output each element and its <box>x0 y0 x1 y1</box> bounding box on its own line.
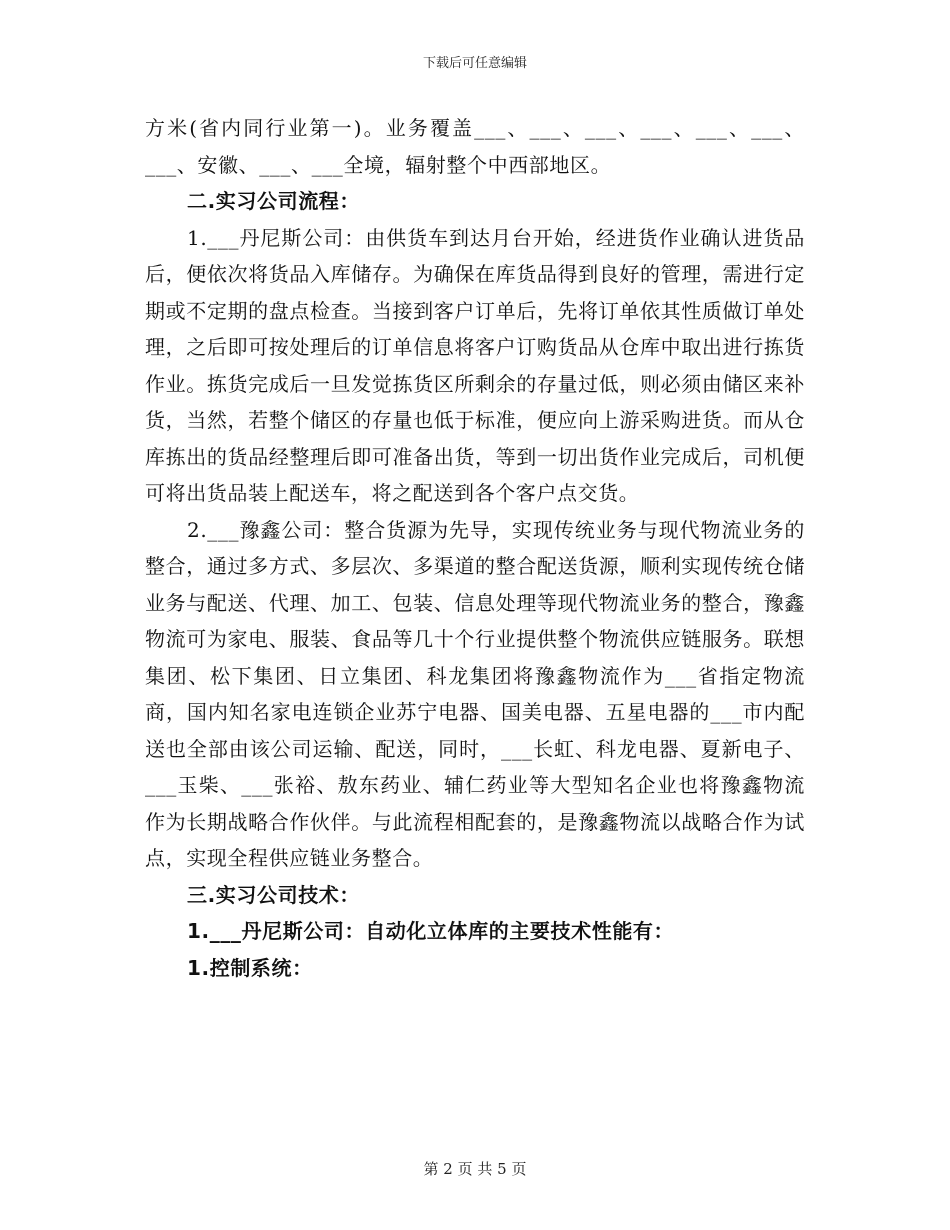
subheading-control-system: 1.控制系统： <box>187 955 313 980</box>
paragraph-yuxin-process: 2.___豫鑫公司：整合货源为先导，实现传统业务与现代物流业务的整合，通过多方式、多层次、多渠道的整合配送货源，顺利实现传统仓储业务与配送、代理、加工、包装、信息处理等现代物流业务的整合，豫鑫物流可为家电、服装、食品等几十个行业提供整个物流供应链服务。联想集团、松下集团、日立集团、科龙集团将豫鑫物流作为___省指定物流商，国内知名家电连锁企业苏宁电器、国美电器、五星电器的___市内配送也全部由该公司运输、配送，同时，___长虹、科龙电器、夏新电子、___玉柴、___张裕、敖东药业、辅仁药业等大型知名企业也将豫鑫物流作为长期战略合作伙伴。与此流程相配套的，是豫鑫物流以战略合作为试点，实现全程供应链业务整合。 <box>145 517 805 870</box>
subheading-dennis-technology: 1.___丹尼斯公司：自动化立体库的主要技术性能有： <box>187 919 675 943</box>
paragraph-dennis-process: 1.___丹尼斯公司：由供货车到达月台开始，经进货作业确认进货品后，便依次将货品入库储存。为确保在库货品得到良好的管理，需进行定期或不定期的盘点检查。当接到客户订单后，先将订单依其性质做订单处理，之后即可按处理后的订单信息将客户订购货品从仓库中取出进行拣货作业。拣货完成后一旦发觉拣货区所剩余的存量过低，则必须由储区来补货，当然，若整个储区的存量也低于标准，便应向上游采购进货。而从仓库拣出的货品经整理后即可准备出货，等到一切出货作业完成后，司机便可将出货品装上配送车，将之配送到各个客户点交货。 <box>145 225 805 505</box>
document-body <box>145 110 805 986</box>
page-header: 下载后可任意编辑 <box>422 56 527 71</box>
paragraph-coverage: 方米(省内同行业第一)。业务覆盖___、___、___、___、___、___、___、安徽、___、___全境，辐射整个中西部地区。 <box>145 116 805 177</box>
section-heading-process: 二.实习公司流程： <box>187 189 360 213</box>
page-footer: 第 2 页 共 5 页 <box>423 1160 527 1178</box>
section-heading-technology: 三.实习公司技术： <box>187 882 360 907</box>
